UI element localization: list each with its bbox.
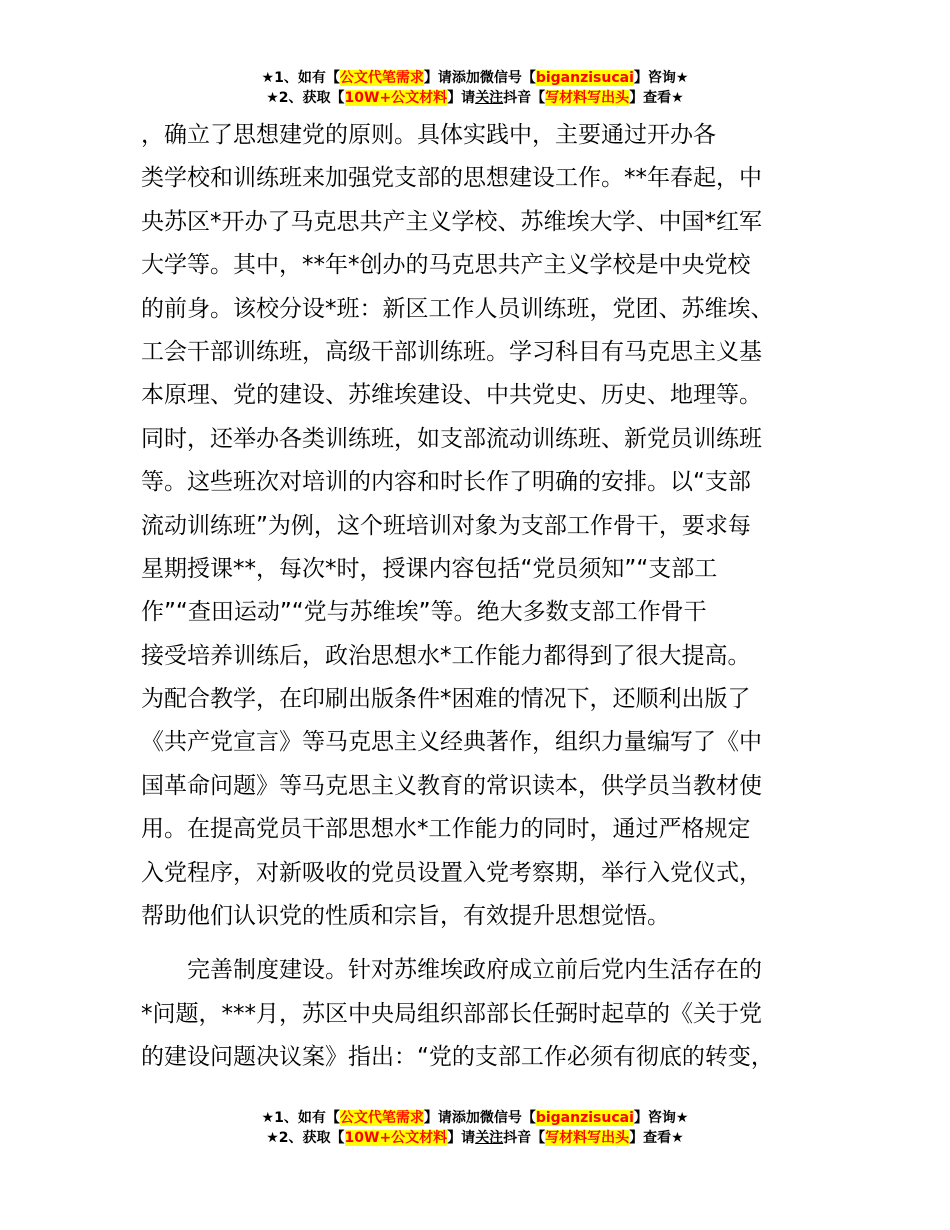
banner-text: 抖音【 (503, 90, 546, 106)
paragraph-line: 用。在提高党员干部思想水*工作能力的同时，通过严格规定 (141, 816, 751, 843)
banner-text: 】请添加微信号【 (423, 1110, 536, 1126)
paragraph-line: *问题，***月，苏区中央局组织部部长任弼时起草的《关于党 (141, 1000, 762, 1027)
paragraph-line: 本原理、党的建设、苏维埃建设、中共党史、历史、地理等。 (141, 382, 762, 409)
banner-text: 】请 (447, 90, 476, 106)
paragraph-line: 星期授课**，每次*时，授课内容包括“党员须知”“支部工 (141, 555, 718, 582)
banner-text: 抖音【 (503, 1130, 546, 1146)
banner-highlight-wechat-id: biganzisucai (535, 1110, 634, 1126)
paragraph-line: 同时，还举办各类训练班，如支部流动训练班、新党员训练班 (141, 425, 762, 452)
paragraph-line: 为配合教学，在印刷出版条件*困难的情况下，还顺利出版了 (141, 686, 751, 713)
footer-banner (0, 1108, 950, 1148)
banner-highlight-service: 公文代笔需求 (339, 1110, 424, 1126)
paragraph-line: 接受培养训练后，政治思想水*工作能力都得到了很大提高。 (141, 642, 751, 669)
banner-text: ★1、如有【 (261, 70, 340, 86)
banner-text: ★2、获取【 (266, 90, 345, 106)
paragraph-spacer (141, 938, 813, 949)
banner-text: 】查看★ (629, 90, 684, 106)
banner-highlight-wechat-id: biganzisucai (535, 70, 634, 86)
paragraph-line: ，确立了思想建党的原则。具体实践中，主要通过开办各 (141, 122, 716, 148)
paragraph-line: 的建设问题决议案》指出：“党的支部工作必须有彻底的转变， (141, 1044, 774, 1071)
paragraph-line: 等。这些班次对培训的内容和时长作了明确的安排。以“支部 (141, 469, 751, 496)
paragraph-line: 帮助他们认识党的性质和宗旨，有效提升思想觉悟。 (141, 903, 670, 930)
banner-highlight-materials: 10W+公文材料 (344, 1130, 448, 1146)
banner-line-2 (0, 1128, 950, 1148)
banner-highlight-douyin: 写材料写出头 (545, 90, 630, 106)
banner-line-1 (0, 68, 950, 88)
paragraph-line: 流动训练班”为例，这个班培训对象为支部工作骨干，要求每 (141, 512, 751, 539)
banner-text: 】咨询★ (633, 70, 689, 86)
banner-underlined-text: 关注 (475, 90, 504, 106)
banner-highlight-douyin: 写材料写出头 (545, 1130, 630, 1146)
paragraph-line: 的前身。该校分设*班：新区工作人员训练班，党团、苏维埃、 (141, 295, 774, 322)
banner-line-1 (0, 1108, 950, 1128)
banner-line-2 (0, 88, 950, 108)
banner-highlight-materials: 10W+公文材料 (344, 90, 448, 106)
banner-text: 】咨询★ (633, 1110, 689, 1126)
banner-text: 】查看★ (629, 1130, 684, 1146)
banner-text: 】请添加微信号【 (423, 70, 536, 86)
header-banner (0, 68, 950, 108)
paragraph-line: 央苏区*开办了马克思共产主义学校、苏维埃大学、中国*红军 (141, 208, 762, 235)
banner-text: ★2、获取【 (266, 1130, 345, 1146)
banner-highlight-service: 公文代笔需求 (339, 70, 424, 86)
banner-text: 】请 (447, 1130, 476, 1146)
paragraph-line: 类学校和训练班来加强党支部的思想建设工作。**年春起，中 (141, 165, 762, 192)
paragraph-line: 《共产党宣言》等马克思主义经典著作，组织力量编写了《中 (141, 729, 762, 756)
paragraph-line: 入党程序，对新吸收的党员设置入党考察期，举行入党仪式， (141, 859, 762, 886)
paragraph-line: 大学等。其中，**年*创办的马克思共产主义学校是中央党校 (141, 252, 751, 279)
document-body (141, 114, 813, 1080)
banner-text: ★1、如有【 (261, 1110, 340, 1126)
banner-underlined-text: 关注 (475, 1130, 504, 1146)
paragraph-line: 工会干部训练班，高级干部训练班。学习科目有马克思主义基 (141, 338, 762, 365)
paragraph-line: 完善制度建设。针对苏维埃政府成立前后党内生活存在的 (141, 957, 762, 984)
paragraph-line: 国革命问题》等马克思主义教育的常识读本，供学员当教材使 (141, 772, 762, 799)
paragraph-line: 作”“查田运动”“党与苏维埃”等。绝大多数支部工作骨干 (141, 599, 707, 626)
